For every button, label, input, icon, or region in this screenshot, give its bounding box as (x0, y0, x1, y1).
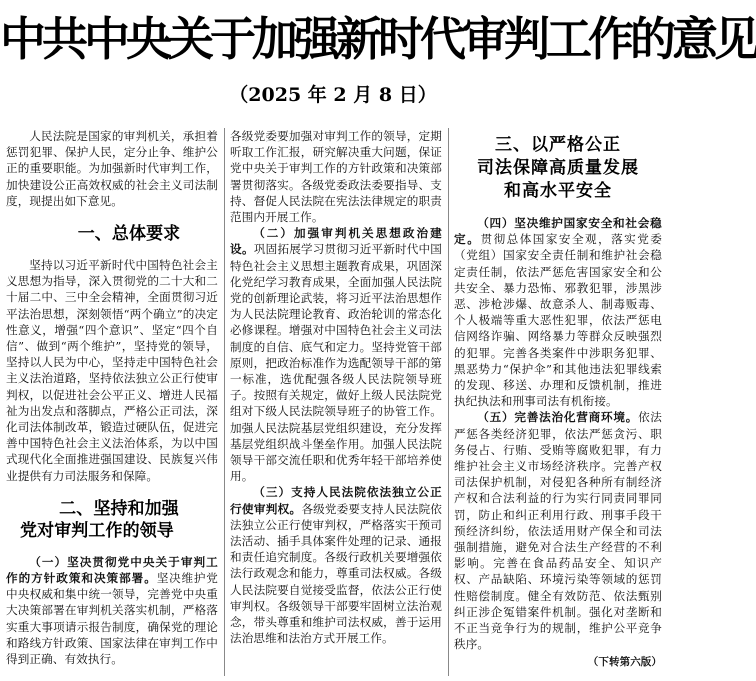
column-3 (454, 128, 662, 678)
subsection-5-paragraph (454, 409, 662, 652)
subsection-4-paragraph (454, 215, 662, 409)
subsection-3-paragraph (230, 484, 442, 646)
article-date: （2025 年 2 月 8 日） (229, 84, 437, 106)
intro-paragraph: 人民法院是国家的审判机关，承担着惩罚犯罪、保护人民，定分止争、维护公正的重要职能。为加强新时代审判工作，加快建设公正高效权威的社会主义司法制度，现提出如下意见。 (6, 129, 218, 208)
section-2-heading-line2: 党对审判工作的领导 (20, 520, 174, 541)
section-3-heading-line2: 司法保障高质量发展 (477, 158, 639, 178)
section-2-heading-line1: 二、坚持和加强 (59, 498, 179, 519)
subsection-2-title: （二）加强审判机关思想政治建设。 (230, 226, 442, 257)
column-divider (224, 128, 225, 676)
subsection-4-body: 贯彻总体国家安全观，落实党委（党组）国家安全责任制和维护社会稳定责任制，依法严惩危害国家安全和公共安全、暴力恐怖、邪教犯罪，涉黑涉恶、涉枪涉爆、故意杀人、制毒贩毒、个人极端等重大恶性犯罪，依法严惩电信网络诈骗、网络暴力等群众反映强烈的犯罪。完善各类案件中涉职务犯罪、黑恶势力“保护伞”和其他违法犯罪线索的发现、移送、办理和反馈机制，推进执纪执法和刑事司法有机衔接。 (454, 232, 662, 409)
article-title: 中共中央关于加强新时代审判工作的意见 (0, 12, 756, 66)
subsection-5-body: 依法严惩各类经济犯罪，依法严惩贪污、职务侵占、行贿、受贿等腐败犯罪，有力维护社会主义市场经济秩序。完善产权司法保护机制，对侵犯各种所有制经济产权和合法利益的行为实行同责同罪同罚，防止和纠正利用行政、刑事手段干预经济纠纷，依法适用财产保全和司法强制措施，避免对合法生产经营的不利影响。完善在食品药品安全、知识产权、产品缺陷、环境污染等领域的惩罚性赔偿制度。健全有效防范、依法甄别纠正涉企冤错案件机制。强化对垄断和不正当竞争行为的规制，维护公平竞争秩序。 (454, 410, 662, 652)
column-2 (230, 128, 442, 678)
subsection-2-body: 巩固拓展学习贯彻习近平新时代中国特色社会主义思想主题教育成果，巩固深化党纪学习教育成果，全面加强人民法院党的创新理论武装，将习近平法治思想作为人民法院理论教育、政治轮训的常态化必修课程。增强对中国特色社会主义司法制度的自信、底气和定力。坚持党管干部原则，把政治标准作为选配领导干部的第一标准，选优配强各级人民法院领导班子。按照有关规定，做好上级人民法院党组对下级人民法院领导班子的协管工作。加强人民法院基层党组织建设，充分发挥基层党组织战斗堡垒作用。加强人民法院领导干部交流任职和优秀年轻干部培养使用。 (230, 242, 442, 484)
subsection-3-body: 各级党委要支持人民法院依法独立公正行使审判权，严格落实干预司法活动、插手具体案件处理的记录、通报和责任追究制度。各级行政机关要增强依法行政观念和能力，尊重司法权威。各级人民法院要自觉接受监督，依法公正行使审判权。各级领导干部要牢固树立法治观念，带头尊重和维护司法权威，善于运用法治思维和法治方式开展工作。 (230, 501, 442, 646)
subsection-1-paragraph (6, 554, 218, 667)
section-3-heading (454, 134, 662, 203)
subsection-2-paragraph (230, 225, 442, 484)
section-2-heading (6, 498, 218, 542)
continued-on-page-note: （下转第六版） (587, 656, 662, 669)
continued-paragraph: 各级党委要加强对审判工作的领导，定期听取工作汇报，研究解决重大问题，保证党中央关于审判工作的方针政策和决策部署贯彻落实。各级党委政法委要指导、支持、督促人民法院在宪法法律规定的职责范围内开展工作。 (230, 129, 442, 225)
section-3-heading-line3: 和高水平安全 (504, 181, 612, 201)
subsection-3-title: （三）支持人民法院依法独立公正行使审判权。 (230, 485, 442, 516)
column-1 (6, 128, 218, 678)
subsection-5-title: （五）完善法治化营商环境。 (477, 410, 639, 425)
column-divider (448, 128, 449, 676)
subsection-1-body: 坚决维护党中央权威和集中统一领导，完善党中央重大决策部署在审判机关落实机制，严格落实重大事项请示报告制度，确保党的理论和路线方针政策、国家法律在审判工作中得到正确、有效执行。 (6, 571, 218, 667)
subsection-4-title: （四）坚决维护国家安全和社会稳定。 (454, 216, 662, 247)
section-1-paragraph: 坚持以习近平新时代中国特色社会主义思想为指导，深入贯彻党的二十大和二十届二中、三中全会精神，全面贯彻习近平法治思想，深刻领悟“两个确立”的决定性意义，增强“四个意识”、坚定“四个自信”、做到“两个维护”，坚持党的领导，坚持以人民为中心，坚持走中国特色社会主义法治道路，坚持依法独立公正行使审判权，以促进社会公平正义、增进人民福祉为出发点和落脚点，严格公正司法，深化司法体制改革，锻造过硬队伍，促进完善中国特色社会主义法治体系，为以中国式现代化全面推进强国建设、民族复兴伟业提供有力司法服务和保障。 (6, 258, 218, 483)
section-3-heading-line1: 三、以严格公正 (495, 135, 621, 155)
section-1-heading: 一、总体要求 (77, 224, 181, 245)
subsection-1-title: （一）坚决贯彻党中央关于审判工作的方针政策和决策部署。 (6, 554, 218, 586)
